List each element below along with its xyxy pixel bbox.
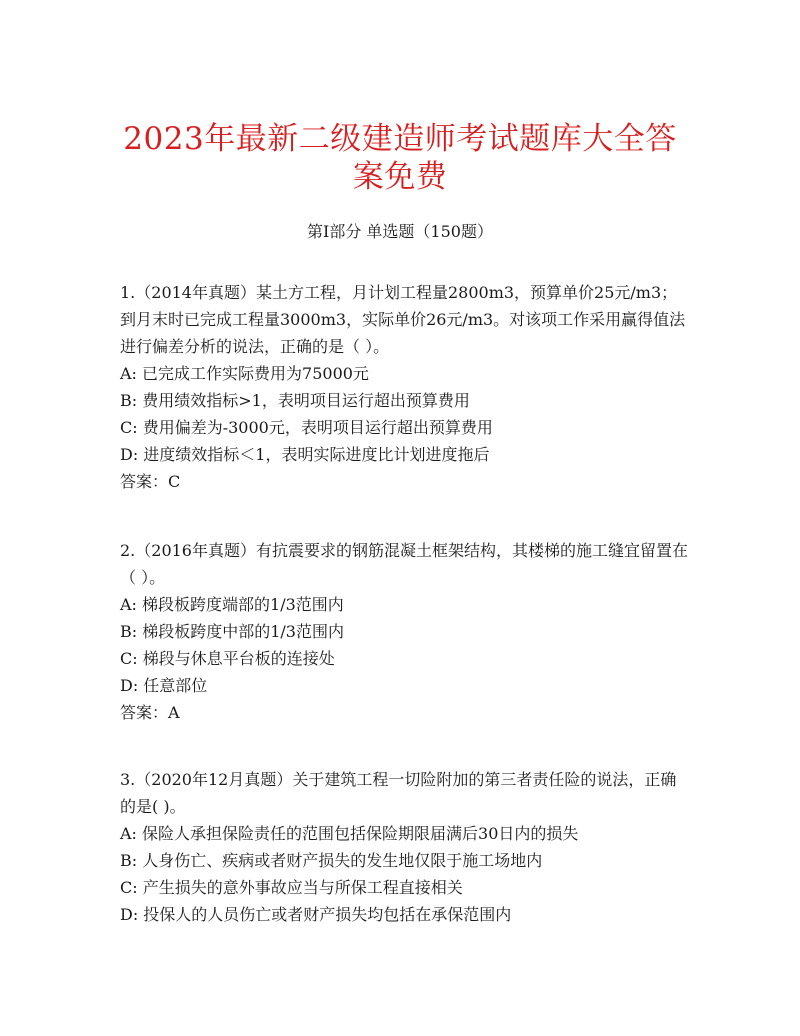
- option-b: B: 费用绩效指标>1，表明项目运行超出预算费用: [120, 391, 470, 410]
- option-a: A: 保险人承担保险责任的范围包括保险期限届满后30日内的损失: [120, 824, 579, 843]
- section-heading: 第I部分 单选题（150题）: [307, 222, 493, 241]
- option-c: C: 梯段与休息平台板的连接处: [120, 649, 335, 668]
- option-a: A: 梯段板跨度端部的1/3范围内: [120, 595, 344, 614]
- question-1: [120, 279, 690, 495]
- answer: 答案：A: [120, 703, 180, 722]
- option-c: C: 费用偏差为-3000元，表明项目运行超出预算费用: [120, 418, 493, 437]
- option-d: D: 任意部位: [120, 676, 208, 695]
- option-d: D: 投保人的人员伤亡或者财产损失均包括在承保范围内: [120, 905, 512, 924]
- option-b: B: 人身伤亡、疾病或者财产损失的发生地仅限于施工场地内: [120, 851, 543, 870]
- question-3: [120, 766, 690, 928]
- option-b: B: 梯段板跨度中部的1/3范围内: [120, 622, 344, 641]
- question-stem: 2.（2016年真题）有抗震要求的钢筋混凝土框架结构，其楼梯的施工缝宜留置在（ ）。: [120, 541, 688, 587]
- question-stem: 1.（2014年真题）某土方工程，月计划工程量2800m3，预算单价25元/m3；到月末时已完成工程量3000m3，实际单价26元/m3。对该项工作采用赢得值法进行偏差分析的说法，正确的是（ ）。: [120, 283, 686, 356]
- option-d: D: 进度绩效指标＜1，表明实际进度比计划进度拖后: [120, 445, 490, 464]
- option-a: A: 已完成工作实际费用为75000元: [120, 364, 369, 383]
- option-c: C: 产生损失的意外事故应当与所保工程直接相关: [120, 878, 463, 897]
- question-stem: 3.（2020年12月真题）关于建筑工程一切险附加的第三者责任险的说法，正确的是( )。: [120, 770, 677, 816]
- answer: 答案：C: [120, 472, 181, 491]
- question-2: [120, 537, 690, 726]
- document-title: 2023年最新二级建造师考试题库大全答案免费: [123, 121, 677, 195]
